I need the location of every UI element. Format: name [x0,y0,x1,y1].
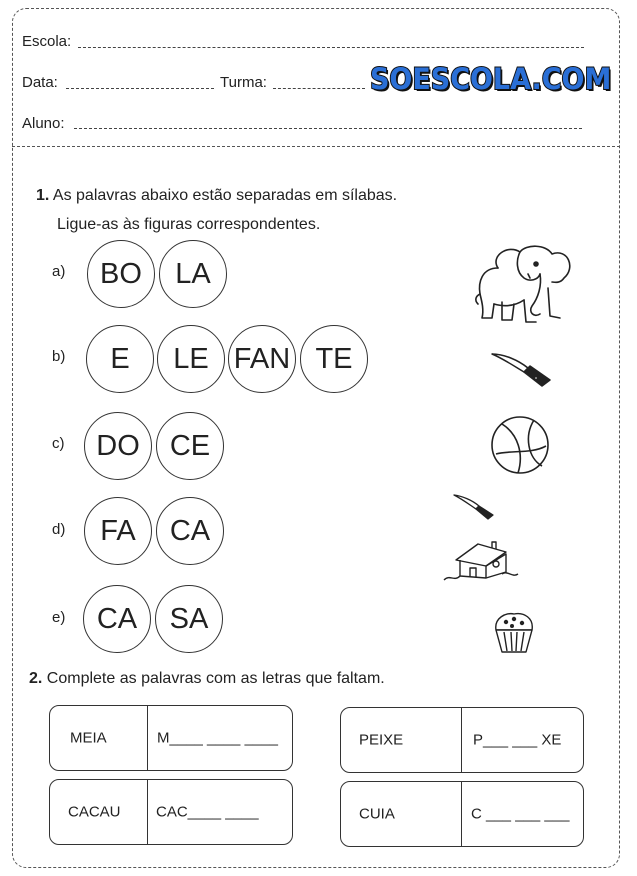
question-2-number: 2. [29,670,43,687]
word-box-meia [49,705,293,771]
school-field[interactable] [78,47,584,48]
word-meia: MEIA [70,729,107,747]
word-cuia-blank[interactable]: C ___ ___ ___ [471,805,570,823]
word-box-cuia [340,781,584,847]
word-cacau: CACAU [68,803,121,821]
word-peixe-blank[interactable]: P___ ___ XE [473,731,562,749]
class-field[interactable] [273,88,365,89]
row-c-letter: c) [52,435,65,452]
logo: SOESCOLA.COM [370,62,612,96]
cupcake-picture[interactable] [490,608,538,656]
syllable-do[interactable]: DO [84,412,152,480]
word-box-cacau [49,779,293,845]
class-label: Turma: [220,74,267,91]
knife-picture[interactable] [488,350,553,390]
school-label: Escola: [22,33,72,50]
small-knife-picture[interactable] [452,493,496,523]
header-divider [12,146,620,147]
syllable-bo[interactable]: BO [87,240,155,308]
ball-picture[interactable] [488,414,552,476]
syllable-ce[interactable]: CE [156,412,224,480]
row-d-letter: d) [52,521,66,538]
row-b-letter: b) [52,348,66,365]
syllable-ca[interactable]: CA [156,497,224,565]
word-meia-blank[interactable]: M____ ____ ____ [157,729,278,747]
word-box-separator [461,782,462,846]
word-box-separator [147,780,148,844]
row-e-letter: e) [52,609,66,626]
word-peixe: PEIXE [359,731,404,749]
word-cuia: CUIA [359,805,395,823]
row-a-letter: a) [52,263,66,280]
date-label: Data: [22,74,58,91]
question-2 [29,670,385,688]
question-1-line-1 [36,187,397,205]
word-box-separator [461,708,462,772]
syllable-fa[interactable]: FA [84,497,152,565]
question-1-number: 1. [36,187,50,204]
syllable-sa[interactable]: SA [155,585,223,653]
elephant-picture[interactable] [468,238,578,328]
syllable-ca-2[interactable]: CA [83,585,151,653]
question-1-text: As palavras abaixo estão separadas em sílabas. [52,187,398,204]
student-field[interactable] [74,128,582,129]
house-picture[interactable] [442,540,522,584]
syllable-te[interactable]: TE [300,325,368,393]
syllable-fan[interactable]: FAN [228,325,296,393]
word-box-separator [147,706,148,770]
student-label: Aluno: [22,115,65,132]
syllable-la[interactable]: LA [159,240,227,308]
question-2-text: Complete as palavras com as letras que faltam. [46,670,385,687]
word-cacau-blank[interactable]: CAC____ ____ [156,803,259,821]
syllable-e[interactable]: E [86,325,154,393]
date-field[interactable] [66,88,214,89]
question-1-line-2: Ligue-as às figuras correspondentes. [57,216,321,233]
syllable-le[interactable]: LE [157,325,225,393]
word-box-peixe [340,707,584,773]
